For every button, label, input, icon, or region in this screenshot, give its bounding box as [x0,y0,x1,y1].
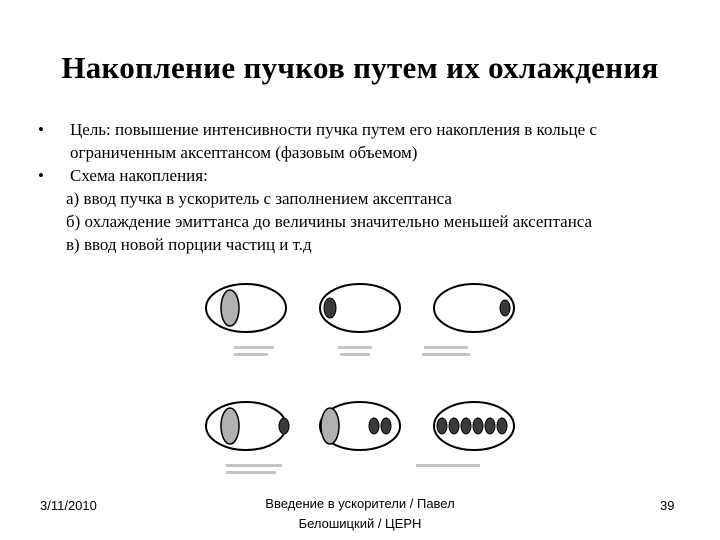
stored-beam [461,418,471,434]
ring-acceptance-ellipse [206,402,286,450]
stacking-diagram [200,276,520,481]
footer-course-line1: Введение в ускорители / Павел [265,496,455,511]
panel-cooling [320,284,400,356]
bullet-goal [38,118,698,164]
bullet-scheme [38,164,698,187]
panel-caption-smudge [226,464,282,474]
panel-caption-smudge [338,346,372,356]
bullet-marker: • [38,166,44,185]
bullet-goal-text: Цель: повышение интенсивности пучка путем его накопления в кольце с ограниченным аксептансом (фазовым объемом) [70,120,597,162]
cooled-beam [500,300,510,316]
panel-cooled [422,284,514,356]
panel-caption-smudge [422,346,470,356]
step-a: а) ввод пучка в ускоритель с заполнением аксептанса [66,189,452,208]
stored-beam [449,418,459,434]
panel-many-portions [416,402,514,467]
footer-course-line2: Белошицкий / ЦЕРН [298,516,422,531]
stored-beam [497,418,507,434]
injected-beam [221,290,239,326]
stored-beam [485,418,495,434]
page-number: 39 [660,498,675,513]
injected-beam [221,408,239,444]
panel-caption-smudge [234,346,274,356]
footer-course [240,494,480,534]
stored-beam [369,418,379,434]
bullet-scheme-text: Схема накопления: [70,166,208,185]
stored-beam [473,418,483,434]
stored-beam [381,418,391,434]
panel-caption-smudge [416,464,480,467]
panel-second-injection [206,402,289,474]
panel-cooling-second [320,402,400,450]
stored-beam [437,418,447,434]
cooling-beam [324,298,336,318]
stored-beam [279,418,289,434]
footer-date: 3/11/2010 [40,498,97,513]
slide-title: Накопление пучков путем их охлаждения [61,50,659,85]
bullet-marker: • [38,120,44,139]
ring-acceptance-ellipse [206,284,286,332]
injected-beam [321,408,339,444]
step-b: б) охлаждение эмиттанса до величины значительно меньшей аксептанса [66,212,593,231]
bullet-list [38,118,698,256]
panel-injection [206,284,286,356]
step-c: в) ввод новой порции частиц и т.д [66,235,312,254]
